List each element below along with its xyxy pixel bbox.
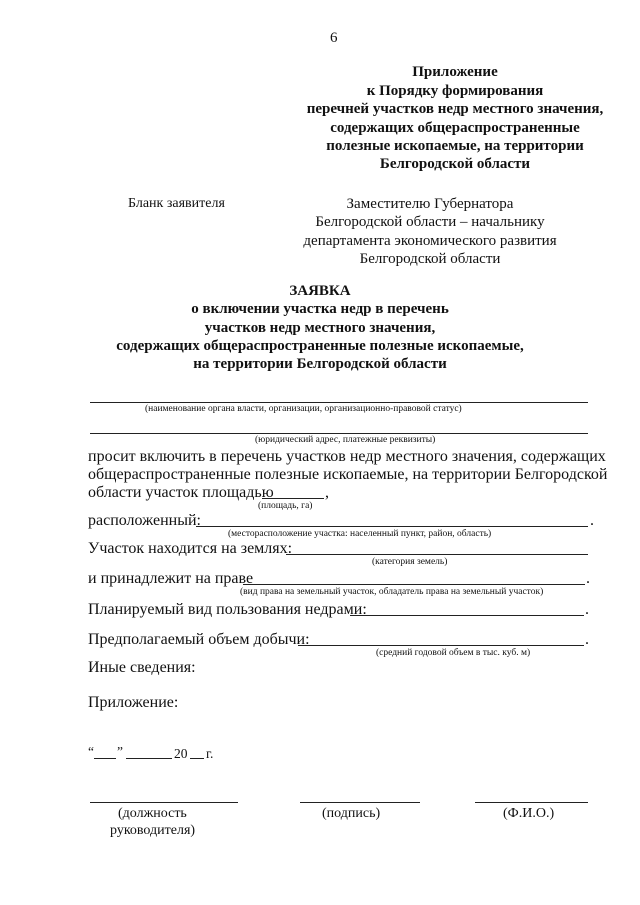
addressee-line: Белгородской области – начальнику — [315, 214, 545, 230]
request-text-line: общераспространенные полезные ископаемые, на территории Белгородской — [88, 466, 608, 483]
use-period: . — [585, 601, 589, 618]
caption-location: (месторасположение участка: населенный пункт, район, область) — [228, 529, 492, 539]
full-name-caption: (Ф.И.О.) — [503, 806, 555, 821]
location-period: . — [590, 512, 594, 529]
addressee-line: Белгородской области — [359, 251, 501, 267]
appendix-line: полезные ископаемые, на территории — [326, 138, 584, 154]
position-signature-line[interactable] — [90, 802, 238, 803]
full-name-line[interactable] — [475, 802, 588, 803]
signature-caption: (подпись) — [322, 806, 381, 821]
appendix-line: Приложение — [412, 64, 498, 80]
date-year-prefix: 20 — [174, 746, 188, 761]
date-day-field[interactable] — [94, 758, 116, 759]
extraction-volume-label: Предполагаемый объем добычи: — [88, 631, 310, 648]
subsoil-use-field[interactable] — [350, 615, 584, 616]
date-open-quote: “ — [88, 744, 94, 759]
page-number: 6 — [330, 30, 338, 46]
date-year-suffix: г. — [206, 746, 214, 761]
request-text-line: области участок площадью — [88, 484, 274, 501]
title-heading: ЗАЯВКА — [289, 283, 351, 299]
position-caption: (должность — [118, 806, 187, 821]
title-line: содержащих общераспространенные полезные ископаемые, — [116, 338, 524, 354]
appendix-line: к Порядку формирования — [366, 83, 544, 99]
area-comma: , — [325, 484, 329, 501]
other-info-label: Иные сведения: — [88, 659, 196, 676]
land-category-field[interactable] — [286, 554, 588, 555]
volume-period: . — [585, 631, 589, 648]
title-line: о включении участка недр в перечень — [191, 301, 449, 317]
appendix-line: Белгородской области — [379, 156, 531, 172]
location-field[interactable] — [196, 526, 588, 527]
date-month-field[interactable] — [126, 758, 172, 759]
addressee-line: Заместителю Губернатора — [346, 196, 514, 212]
addressee-line: департамента экономического развития — [303, 233, 557, 249]
caption-area: (площадь, га) — [258, 501, 313, 511]
date-year-field[interactable] — [190, 758, 204, 759]
subsoil-use-label: Планируемый вид пользования недрами: — [88, 601, 367, 618]
attachment-label: Приложение: — [88, 694, 179, 711]
date-close-quote: ” — [117, 744, 123, 759]
title-line: на территории Белгородской области — [193, 356, 447, 372]
appendix-line: перечней участков недр местного значения, — [306, 101, 604, 117]
area-field[interactable] — [262, 498, 324, 499]
caption-right: (вид права на земельный участок, обладатель права на земельный участок) — [240, 587, 544, 597]
lands-label: Участок находится на землях: — [88, 540, 293, 557]
legal-address-field[interactable] — [90, 433, 588, 434]
request-text-line: просит включить в перечень участков недр местного значения, содержащих — [88, 448, 606, 465]
caption-lands: (категория земель) — [372, 557, 448, 567]
applicant-blank-label: Бланк заявителя — [128, 196, 225, 211]
right-label: и принадлежит на праве — [88, 570, 254, 587]
position-caption-2: руководителя) — [110, 823, 196, 838]
land-right-field[interactable] — [243, 584, 585, 585]
title-line: участков недр местного значения, — [204, 320, 436, 336]
organization-name-field[interactable] — [90, 402, 588, 403]
extraction-volume-field[interactable] — [298, 645, 584, 646]
appendix-line: содержащих общераспространенные — [330, 120, 580, 136]
caption-volume: (средний годовой объем в тыс. куб. м) — [376, 648, 531, 658]
caption-address: (юридический адрес, платежные реквизиты) — [255, 435, 436, 445]
location-label: расположенный: — [88, 512, 201, 529]
right-period: . — [586, 570, 590, 587]
signature-line[interactable] — [300, 802, 420, 803]
caption-organization: (наименование органа власти, организации, организационно-правовой статус) — [145, 404, 462, 414]
